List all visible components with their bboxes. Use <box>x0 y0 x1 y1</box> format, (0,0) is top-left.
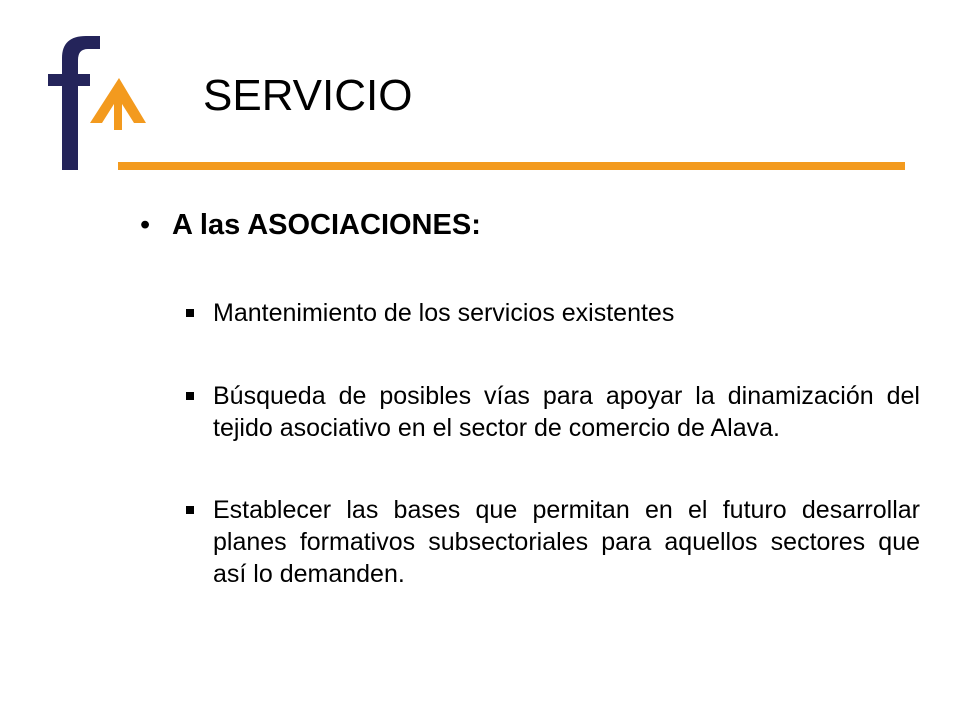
slide-content <box>140 205 920 590</box>
list-item <box>180 494 920 590</box>
list-item <box>180 380 920 444</box>
main-bullet-text: A las ASOCIACIONES: <box>172 209 481 241</box>
list-item-text: Búsqueda de posibles vías para apoyar la dinamización del tejido asociativo en el sector de comercio de Alava. <box>213 382 920 442</box>
list-item-text: Establecer las bases que permitan en el futuro desarrollar planes formativos subsectoriales para aquellos sectores que así lo demanden. <box>213 496 920 588</box>
list-item-text: Mantenimiento de los servicios existentes <box>213 299 675 327</box>
main-bullet <box>140 205 920 245</box>
title-underline <box>118 162 905 170</box>
square-bullet-icon <box>180 494 213 526</box>
list-item <box>180 297 920 329</box>
f-arrow-logo-icon <box>40 30 155 175</box>
slide-title: SERVICIO <box>203 71 413 120</box>
sub-bullet-list <box>140 297 920 590</box>
bullet-dot-icon: • <box>140 209 151 241</box>
square-bullet-icon <box>180 380 213 412</box>
square-bullet-icon <box>180 297 213 329</box>
